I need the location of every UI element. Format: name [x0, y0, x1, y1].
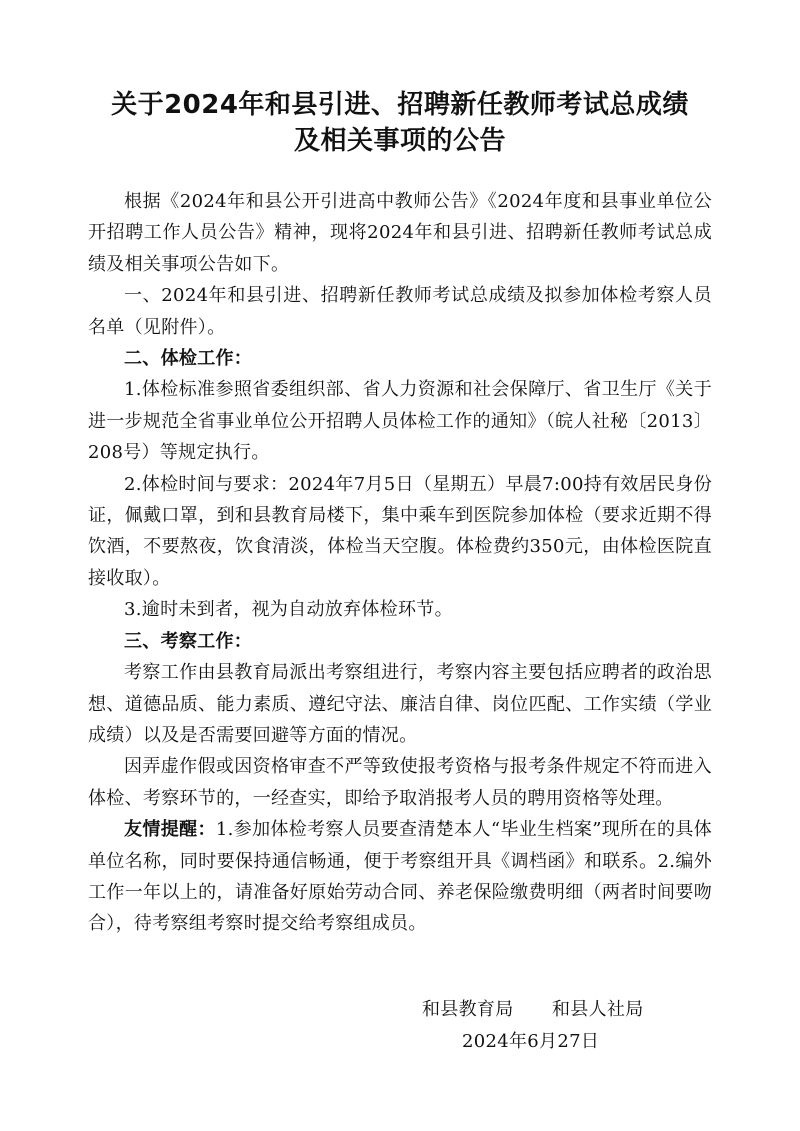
- title-line-2: 及相关事项的公告: [293, 126, 506, 156]
- inspection-fraud-paragraph: 因弄虚作假或因资格审查不严等致使报考资格与报考条件规定不符而进入体检、考察环节的，一经查实，即给予取消报考人员的聘用资格等处理。: [88, 756, 712, 809]
- signature-org-hr: 和县人社局: [552, 999, 644, 1020]
- exam-time-paragraph: 2.体检时间与要求：2024年7月5日（星期五）早晨7:00持有效居民身份证，佩戴口罩，到和县教育局楼下，集中乘车到医院参加体检（要求近期不得饮酒，不要熬夜，饮食清淡，体检当天空腹。体检费约350元，由体检医院直接收取）。: [88, 473, 712, 589]
- signature-date: 2024年6月27日: [462, 1031, 600, 1052]
- reminder-paragraph: [88, 814, 712, 940]
- document-body: [88, 186, 712, 940]
- reminder-text: 1.参加体检考察人员要查清楚本人“毕业生档案”现所在的具体单位名称，同时要保持通信畅通，便于考察组开具《调档函》和联系。2.编外工作一年以上的，请准备好原始劳动合同、养老保险缴费明细（两者时间要吻合），待考察组考察时提交给考察组成员。: [88, 819, 713, 935]
- section-heading-inspection: 三、考察工作：: [124, 630, 253, 652]
- section-heading-physical-exam: 二、体检工作：: [124, 348, 253, 370]
- item-1-paragraph: 一、2024年和县引进、招聘新任教师考试总成绩及拟参加体检考察人员名单（见附件）。: [88, 285, 712, 338]
- signature-org-education: 和县教育局: [422, 999, 514, 1020]
- title-line-1: 关于2024年和县引进、招聘新任教师考试总成绩: [111, 90, 689, 120]
- exam-standard-paragraph: 1.体检标准参照省委组织部、省人力资源和社会保障厅、省卫生厅《关于进一步规范全省事业单位公开招聘人员体检工作的通知》（皖人社秘〔2013〕208号）等规定执行。: [88, 379, 712, 464]
- inspection-content-paragraph: 考察工作由县教育局派出考察组进行，考察内容主要包括应聘者的政治思想、道德品质、能力素质、遵纪守法、廉洁自律、岗位匹配、工作实绩（学业成绩）以及是否需要回避等方面的情况。: [88, 662, 712, 746]
- exam-absence-paragraph: 3.逾时未到者，视为自动放弃体检环节。: [124, 599, 453, 621]
- reminder-label: 友情提醒：: [124, 819, 216, 841]
- intro-paragraph: 根据《2024年和县公开引进高中教师公告》《2024年度和县事业单位公开招聘工作人员公告》精神，现将2024年和县引进、招聘新任教师考试总成绩及相关事项公告如下。: [88, 191, 712, 275]
